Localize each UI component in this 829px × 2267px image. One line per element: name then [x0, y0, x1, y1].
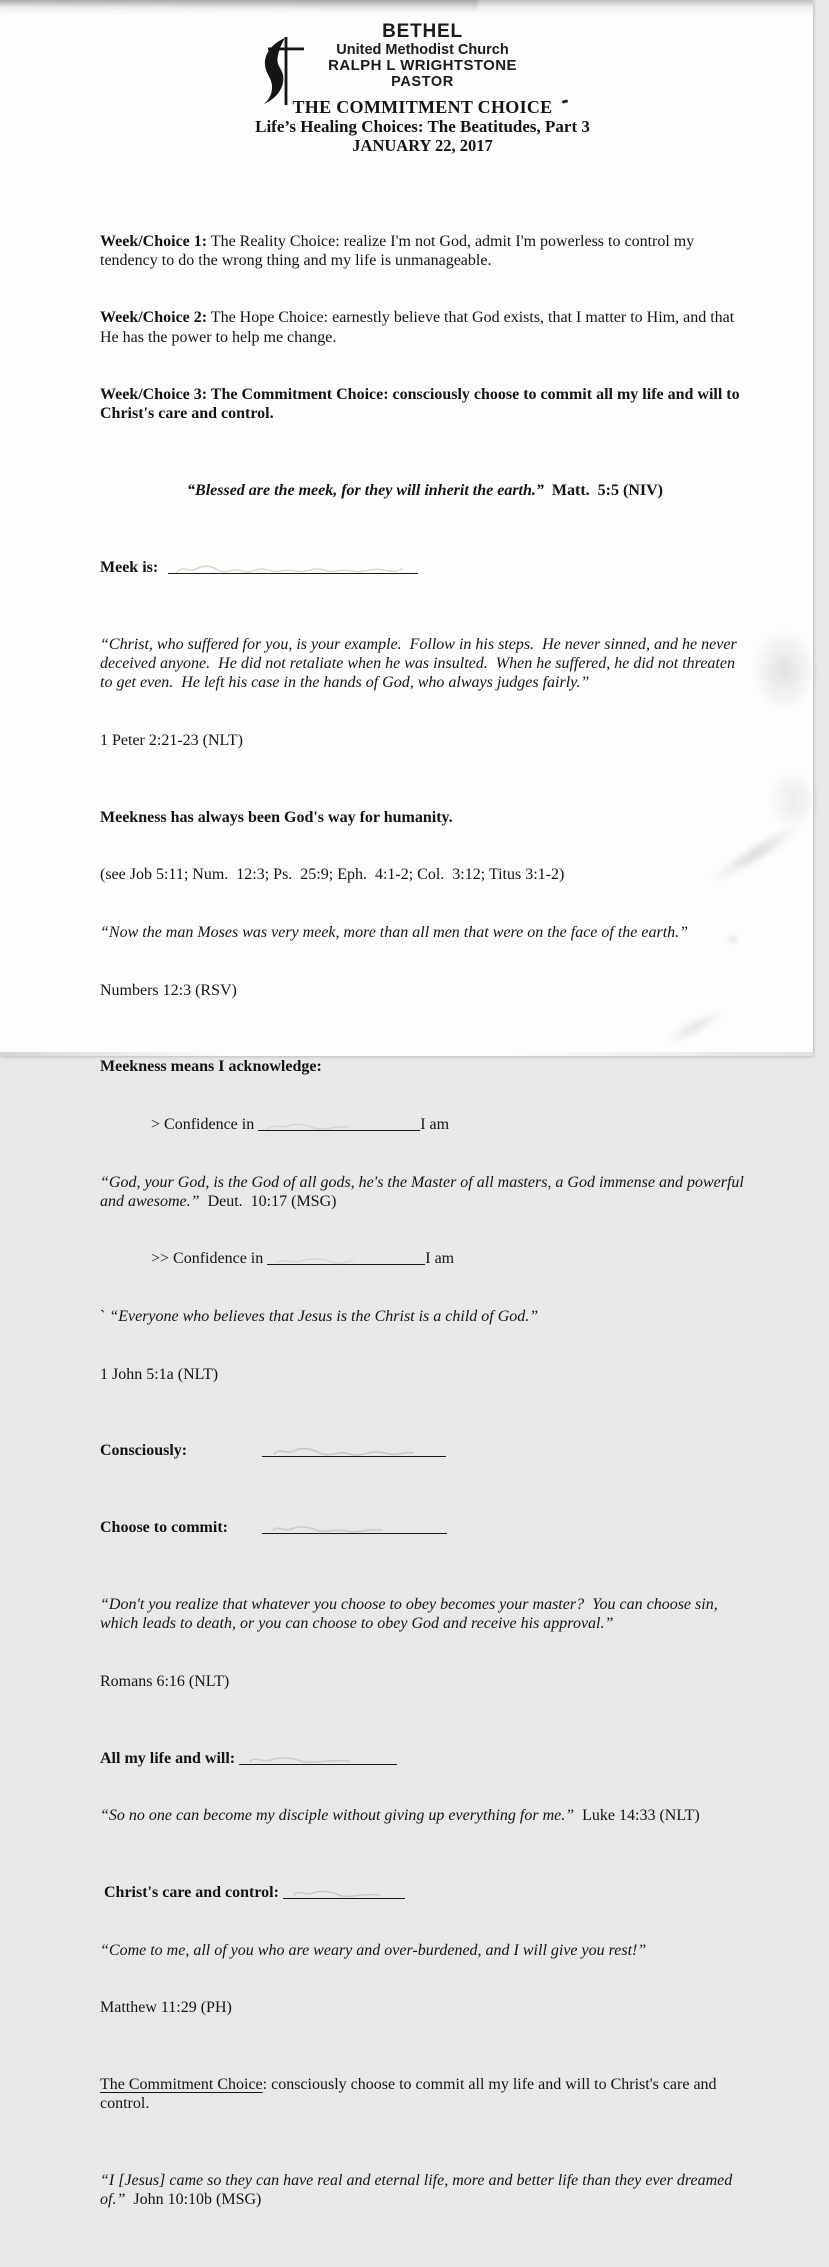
- numbers-ref: Numbers 12:3 (RSV): [100, 981, 237, 999]
- series-title: Life’s Healing Choices: The Beatitudes, Part 3: [255, 117, 590, 136]
- john-10-10-ref: John 10:10b (MSG): [125, 2191, 262, 2209]
- confidence-1-prefix: > Confidence in: [151, 1115, 259, 1133]
- confidence-2-blank: [267, 1251, 425, 1265]
- confidence-1-blank: [258, 1117, 420, 1131]
- luke-quote-line: [100, 1806, 750, 1825]
- deut-quote: “God, your God, is the God of all gods, he's the Master of all masters, a God immense and powerful and awesome.”: [100, 1173, 748, 1210]
- beatitude-quote: “Blessed are the meek, for they will inherit the earth.”: [187, 482, 544, 500]
- meek-is-blank: [168, 560, 418, 574]
- confidence-item-2: [100, 1249, 750, 1268]
- pastor-title: PASTOR: [391, 74, 454, 90]
- peter-ref: 1 Peter 2:21-23 (NLT): [100, 731, 243, 749]
- sermon-title: THE COMMITMENT CHOICE: [292, 97, 553, 117]
- commitment-definition: [100, 2075, 750, 2113]
- consciously-line: [100, 1441, 750, 1460]
- commitment-text: : consciously choose to commit all my life and will to Christ's care and control.: [100, 2076, 721, 2113]
- handwriting-artifact: [273, 1253, 357, 1267]
- confidence-1-suffix: I am: [420, 1115, 450, 1133]
- week-choice-3: [100, 385, 750, 423]
- week-choice-1-label: Week/Choice 1:: [100, 232, 208, 250]
- handwriting-artifact: [264, 1119, 354, 1133]
- john-10-10-line: [100, 2171, 750, 2209]
- john-10-10-quote: “I [Jesus] came so they can have real and eternal life, more and better life than they ever dreamed of.”: [100, 2172, 737, 2209]
- acknowledge-heading: Meekness means I acknowledge:: [100, 1058, 322, 1076]
- handwriting-artifact: [268, 1445, 418, 1459]
- confidence-item-1: [100, 1115, 750, 1134]
- moses-quote: “Now the man Moses was very meek, more than all men that were on the face of the earth.”: [100, 923, 689, 941]
- choose-to-commit-line: [100, 1518, 750, 1537]
- meek-is-line: [100, 558, 750, 577]
- christs-care-line: [100, 1883, 750, 1902]
- beatitude-verse: [100, 481, 750, 500]
- matthew-quote: “Come to me, all of you who are weary and over-burdened, and I will give you rest!”: [100, 1941, 647, 1959]
- commitment-term: The Commitment Choice: [100, 2076, 263, 2094]
- deut-quote-line: [100, 1173, 750, 1211]
- consciously-blank: [262, 1443, 446, 1457]
- meek-is-label: Meek is:: [100, 559, 159, 577]
- sermon-outline-body: [100, 174, 750, 2267]
- romans-ref: Romans 6:16 (NLT): [100, 1672, 230, 1690]
- matthew-ref: Matthew 11:29 (PH): [100, 1999, 232, 2017]
- all-my-life-label: All my life and will:: [100, 1749, 240, 1767]
- week-choice-2-label: Week/Choice 2:: [100, 309, 208, 327]
- scan-smudge: [768, 770, 818, 830]
- choose-to-commit-label: Choose to commit:: [100, 1519, 228, 1537]
- confidence-2-prefix: >> Confidence in: [151, 1250, 268, 1268]
- sermon-date: JANUARY 22, 2017: [352, 136, 493, 155]
- document-header: [0, 21, 813, 155]
- john-quote-line: [100, 1307, 750, 1326]
- john-ref: 1 John 5:1a (NLT): [100, 1365, 219, 1383]
- deut-ref: Deut. 10:17 (MSG): [199, 1192, 337, 1210]
- meekness-way-refs: (see Job 5:11; Num. 12:3; Ps. 25:9; Eph. 4:1-2; Col. 3:12; Titus 3:1-2): [100, 866, 565, 884]
- christs-care-blank: [283, 1885, 405, 1899]
- john-quote: “Everyone who believes that Jesus is the Christ is a child of God.”: [109, 1307, 539, 1325]
- all-my-life-line: [100, 1749, 750, 1768]
- denomination: United Methodist Church: [336, 42, 509, 58]
- luke-quote: “So no one can become my disciple without giving up everything for me.”: [100, 1807, 575, 1825]
- tick-mark: `: [100, 1307, 110, 1325]
- peter-quote: “Christ, who suffered for you, is your example. Follow in his steps. He never sinned, and he never deceived anyone. He did not retaliate when he was insulted. When he suffered, he did not threaten to get even. He left his case in the hands of God, who always judges fairly.”: [100, 635, 741, 692]
- meekness-way-heading: Meekness has always been God's way for humanity.: [100, 808, 453, 826]
- week-choice-2-text: The Hope Choice: earnestly believe that God exists, that I matter to Him, and that He has the power to help me change.: [100, 309, 739, 346]
- romans-quote: “Don't you realize that whatever you choose to obey becomes your master? You can choose sin, which leads to death, or you can choose to obey God and receive his approval.”: [100, 1596, 722, 1633]
- handwriting-artifact: [245, 1753, 355, 1767]
- confidence-2-suffix: I am: [425, 1250, 455, 1268]
- handwriting-artifact: [289, 1887, 384, 1901]
- handwriting-artifact: [174, 562, 406, 576]
- choose-to-commit-blank: [262, 1520, 447, 1534]
- church-name: BETHEL: [382, 21, 463, 42]
- week-choice-3-label: Week/Choice 3:: [100, 386, 208, 404]
- week-choice-3-text: The Commitment Choice: consciously choose to commit all my life and will to Christ's care and control.: [100, 386, 744, 423]
- scan-smudge: [752, 628, 816, 712]
- consciously-label: Consciously:: [100, 1442, 188, 1460]
- luke-ref: Luke 14:33 (NLT): [574, 1807, 700, 1825]
- title-block: [16, 98, 829, 155]
- week-choice-1: [100, 232, 750, 270]
- pastor-name: RALPH L WRIGHTSTONE: [328, 57, 517, 74]
- week-choice-1-text: The Reality Choice: realize I'm not God, admit I'm powerless to control my tendency to do the wrong thing and my life is unmanageable.: [100, 232, 699, 269]
- church-block: [16, 21, 829, 90]
- christs-care-label: Christ's care and control:: [104, 1884, 283, 1902]
- week-choice-2: [100, 308, 750, 346]
- beatitude-ref: Matt. 5:5 (NIV): [543, 482, 663, 500]
- handwriting-artifact: [268, 1522, 388, 1536]
- all-my-life-blank: [239, 1751, 397, 1765]
